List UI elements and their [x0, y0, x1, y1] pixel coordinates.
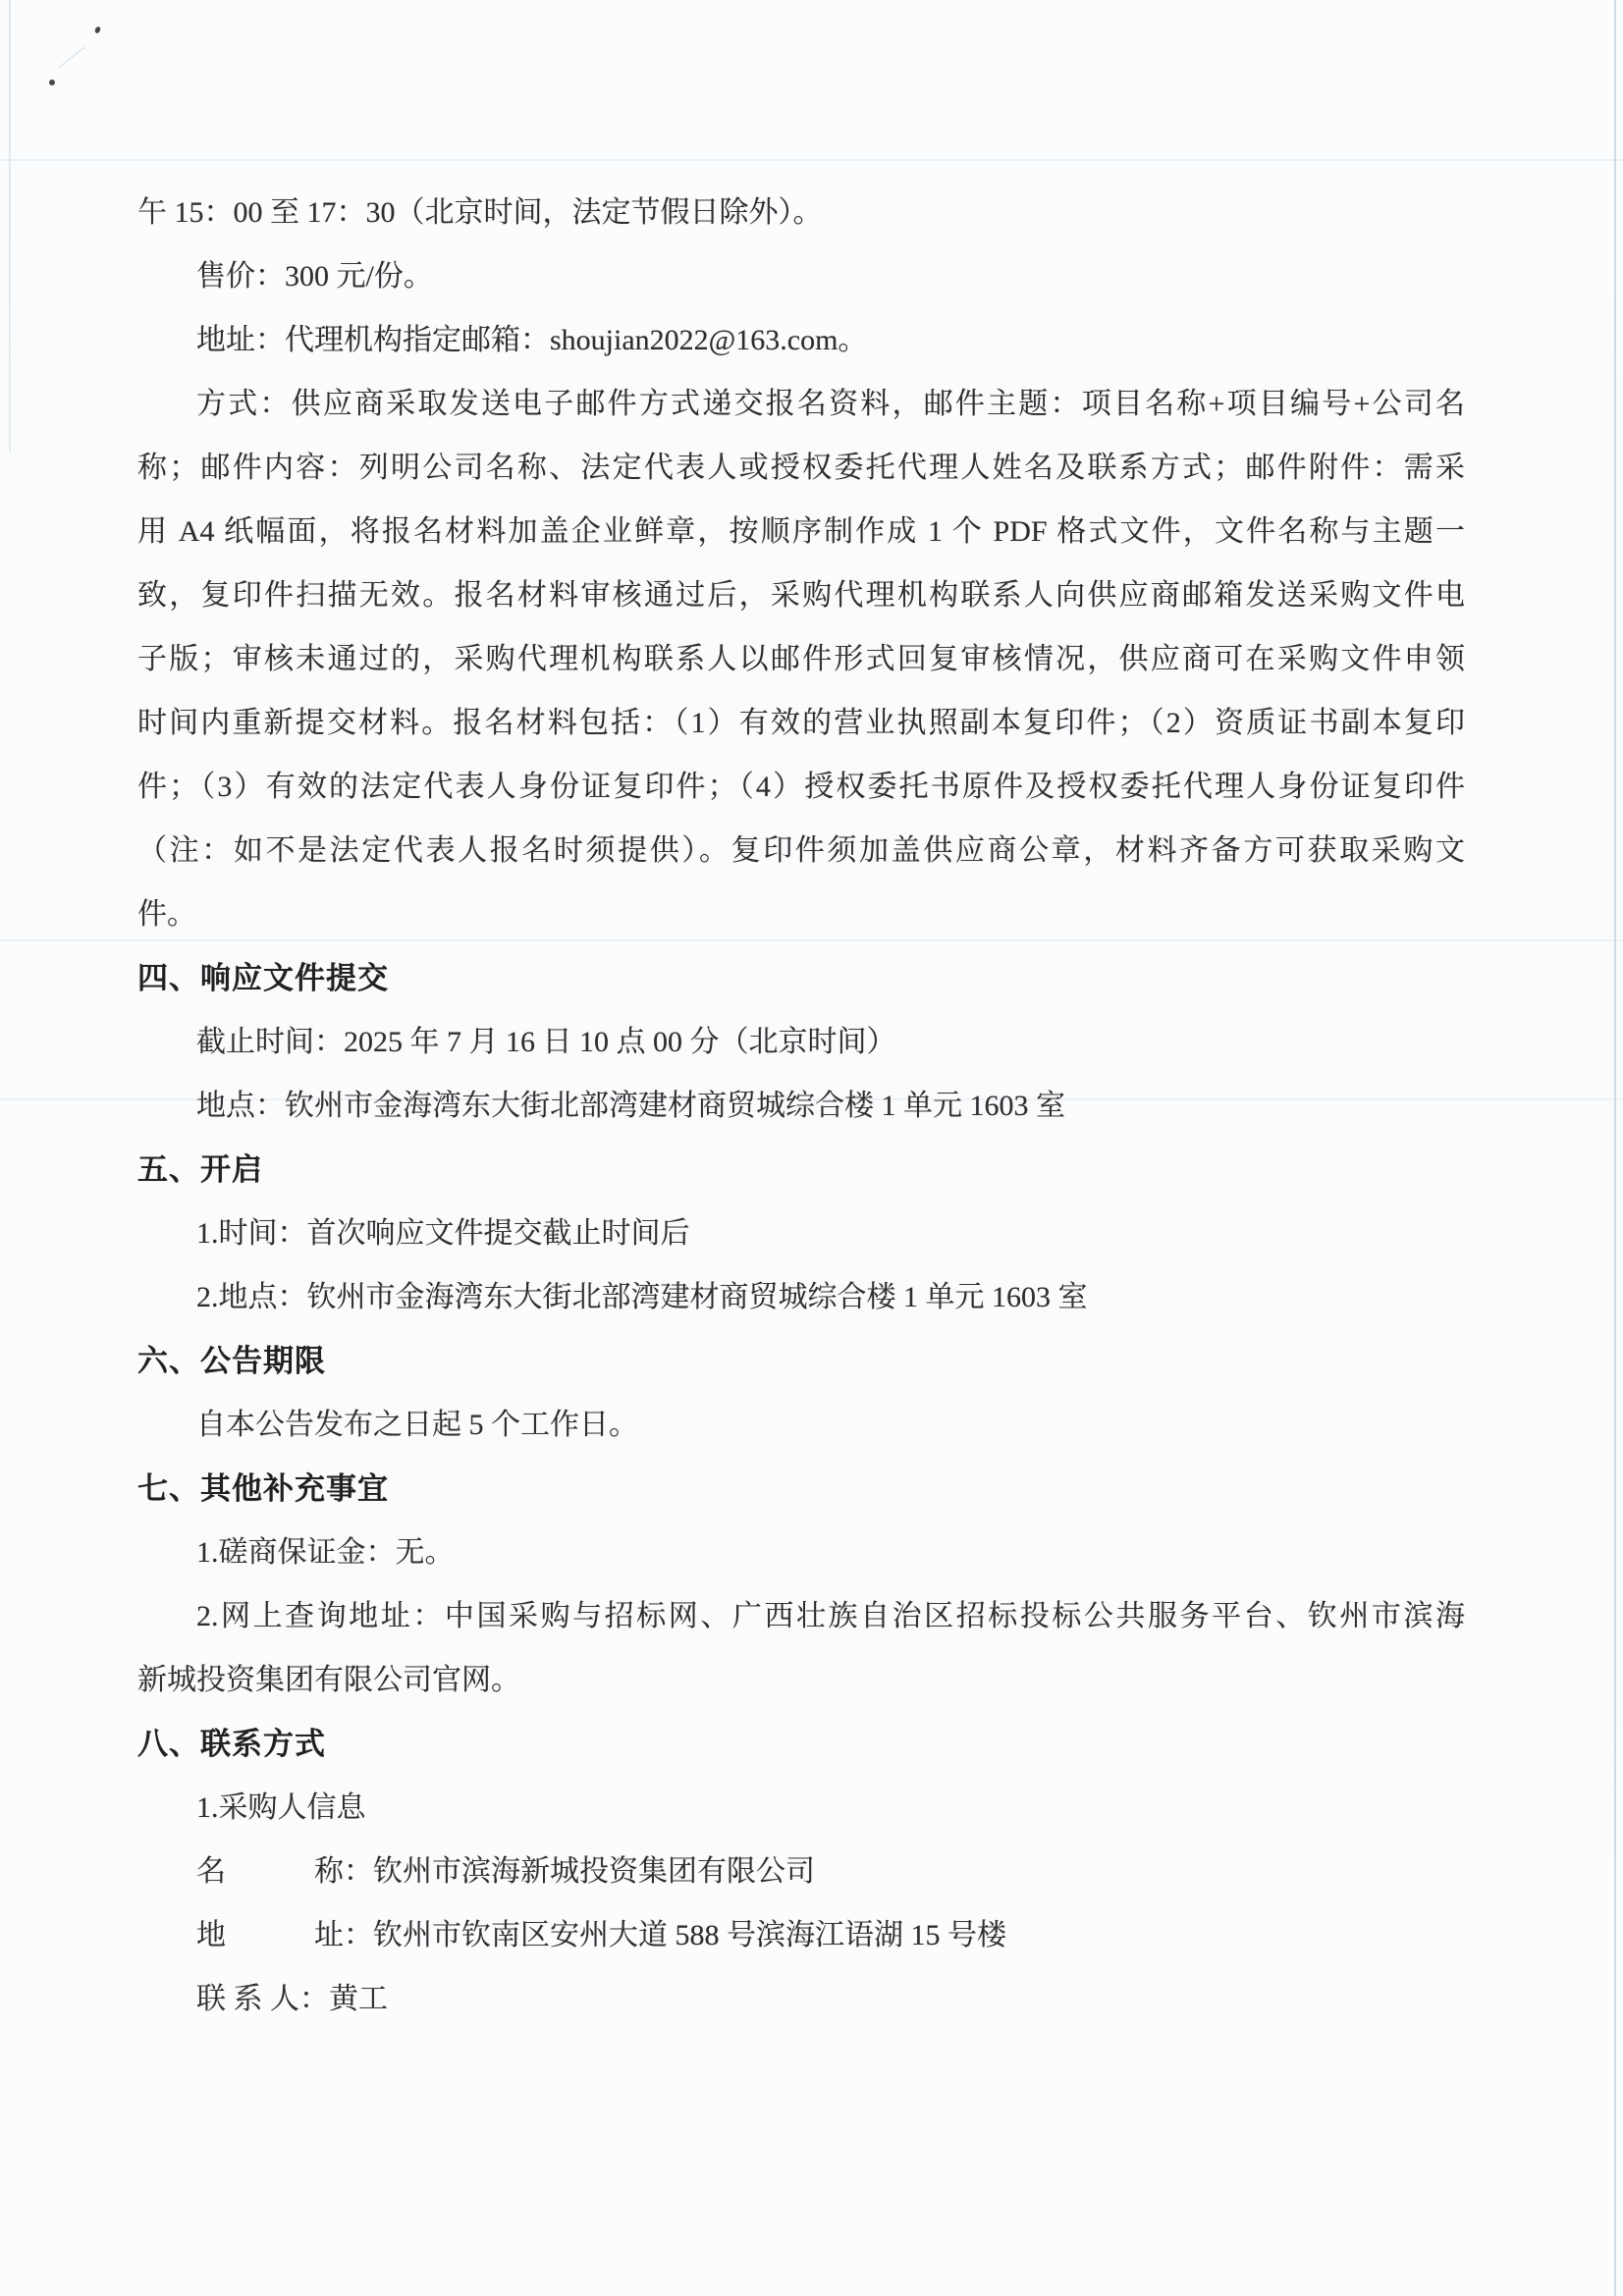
- text-line: 地址：代理机构指定邮箱：shoujian2022@163.com。: [196, 324, 868, 356]
- scan-streak: [0, 159, 1623, 161]
- text-line: 截止时间：2025 年 7 月 16 日 10 点 00 分（北京时间）: [196, 1026, 896, 1058]
- section-heading: 四、响应文件提交: [137, 961, 389, 995]
- scan-speck: [49, 80, 55, 85]
- section-heading: 七、其他补充事宜: [137, 1471, 389, 1506]
- text-line: 2.地点：钦州市金海湾东大街北部湾建材商贸城综合楼 1 单元 1603 室: [196, 1281, 1088, 1313]
- text-line: 件。: [137, 898, 196, 931]
- text-line: 用 A4 纸幅面，将报名材料加盖企业鲜章，按顺序制作成 1 个 PDF 格式文件，文件名称与主题一: [137, 515, 1465, 548]
- section-heading: 五、开启: [137, 1152, 263, 1187]
- scan-edge-right-line: [1614, 0, 1616, 2296]
- text-line: 自本公告发布之日起 5 个工作日。: [196, 1409, 638, 1441]
- text-line: 子版；审核未通过的，采购代理机构联系人以邮件形式回复审核情况，供应商可在采购文件申领: [137, 643, 1465, 675]
- text-line: 名 称：钦州市滨海新城投资集团有限公司: [196, 1855, 815, 1888]
- text-line: 件；（3）有效的法定代表人身份证复印件；（4）授权委托书原件及授权委托代理人身份证复印件: [137, 771, 1465, 803]
- text-line: 1.采购人信息: [196, 1791, 366, 1824]
- text-line: 地 址：钦州市钦南区安州大道 588 号滨海江语湖 15 号楼: [196, 1919, 1006, 1951]
- section-heading: 八、联系方式: [137, 1727, 326, 1761]
- text-line: 致，复印件扫描无效。报名材料审核通过后，采购代理机构联系人向供应商邮箱发送采购文件电: [137, 579, 1465, 612]
- text-line: 时间内重新提交材料。报名材料包括：（1）有效的营业执照副本复印件；（2）资质证书副本复印: [137, 707, 1465, 739]
- scan-edge-left-line: [9, 0, 11, 452]
- text-line: 称；邮件内容：列明公司名称、法定代表人或授权委托代理人姓名及联系方式；邮件附件：需采: [137, 452, 1465, 484]
- text-line: 1.时间：首次响应文件提交截止时间后: [196, 1217, 690, 1250]
- text-line: 2.网上查询地址：中国采购与招标网、广西壮族自治区招标投标公共服务平台、钦州市滨海: [196, 1600, 1465, 1632]
- document-content: [137, 181, 1465, 2031]
- text-line: 1.磋商保证金：无。: [196, 1536, 455, 1569]
- text-line: 新城投资集团有限公司官网。: [137, 1664, 520, 1696]
- text-line: 售价：300 元/份。: [196, 260, 433, 293]
- text-line: 联 系 人：黄工: [196, 1983, 388, 2015]
- section-heading: 六、公告期限: [137, 1344, 326, 1378]
- text-line: 午 15：00 至 17：30（北京时间，法定节假日除外）。: [137, 196, 823, 229]
- text-line: （注：如不是法定代表人报名时须提供）。复印件须加盖供应商公章，材料齐备方可获取采购文: [137, 834, 1465, 867]
- scan-scratch: [58, 47, 84, 69]
- text-line: 地点：钦州市金海湾东大街北部湾建材商贸城综合楼 1 单元 1603 室: [196, 1090, 1065, 1122]
- text-line: 方式：供应商采取发送电子邮件方式递交报名资料，邮件主题：项目名称+项目编号+公司名: [196, 388, 1465, 420]
- scan-speck: [94, 26, 101, 33]
